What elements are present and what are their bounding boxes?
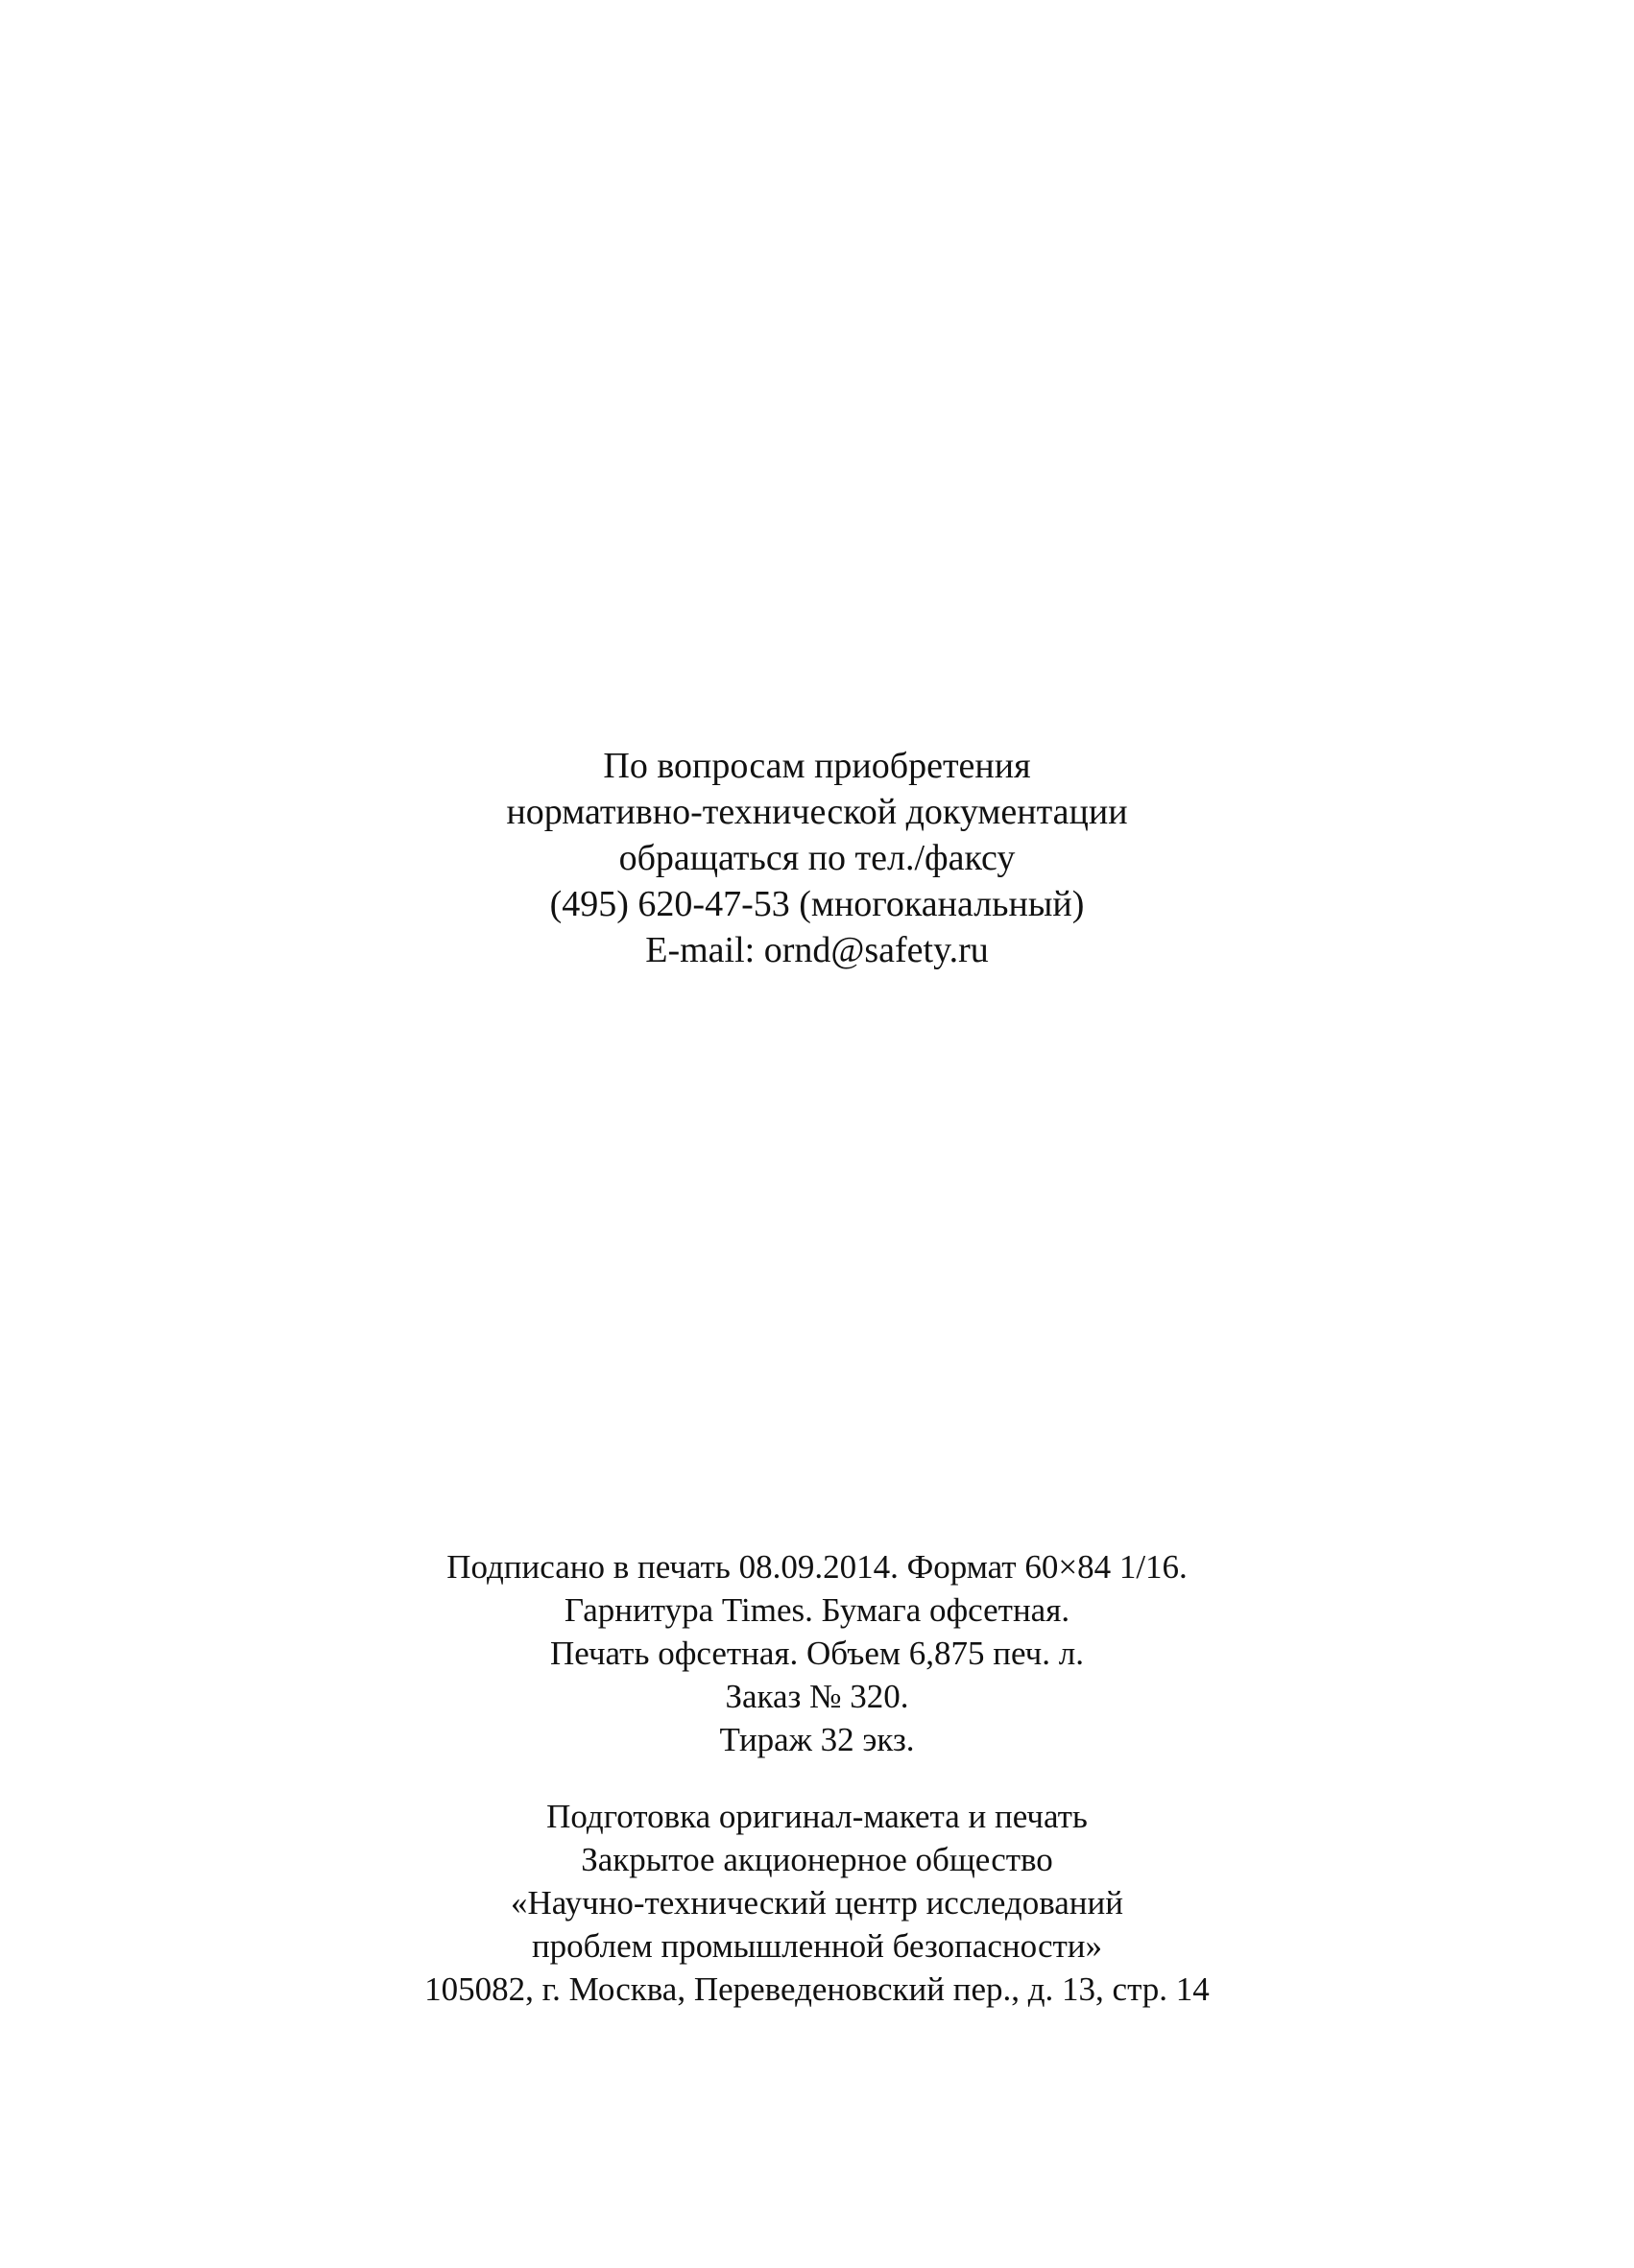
- imprint-print-volume: Печать офсетная. Объем 6,875 печ. л.: [550, 1635, 1084, 1672]
- imprint-typeface-paper: Гарнитура Times. Бумага офсетная.: [564, 1591, 1070, 1629]
- publisher-address: 105082, г. Москва, Переведеновский пер., д. 13, стр. 14: [424, 1970, 1210, 2008]
- contact-phone-number: (495) 620-47-53 (многоканальный): [549, 884, 1085, 924]
- print-imprint-block: [0, 1545, 1634, 1761]
- contact-line-documentation: нормативно-технической документации: [506, 792, 1128, 832]
- imprint-print-run: Тираж 32 экз.: [719, 1721, 915, 1758]
- imprint-signed-format: Подписано в печать 08.09.2014. Формат 60×84 1/16.: [446, 1548, 1188, 1586]
- purchase-contact-block: [0, 743, 1634, 973]
- imprint-order-number: Заказ № 320.: [725, 1678, 909, 1715]
- publisher-name-line-1: «Научно-технический центр исследований: [510, 1884, 1123, 1922]
- publisher-preparation: Подготовка оригинал-макета и печать: [546, 1798, 1088, 1835]
- publisher-name-line-2: проблем промышленной безопасности»: [531, 1927, 1103, 1965]
- contact-line-purchase: По вопросам приобретения: [603, 746, 1031, 786]
- publisher-block: [0, 1795, 1634, 2011]
- contact-email: E-mail: ornd@safety.ru: [645, 930, 989, 970]
- contact-line-phone-fax-intro: обращаться по тел./факсу: [618, 838, 1016, 878]
- publisher-company-type: Закрытое акционерное общество: [581, 1841, 1053, 1878]
